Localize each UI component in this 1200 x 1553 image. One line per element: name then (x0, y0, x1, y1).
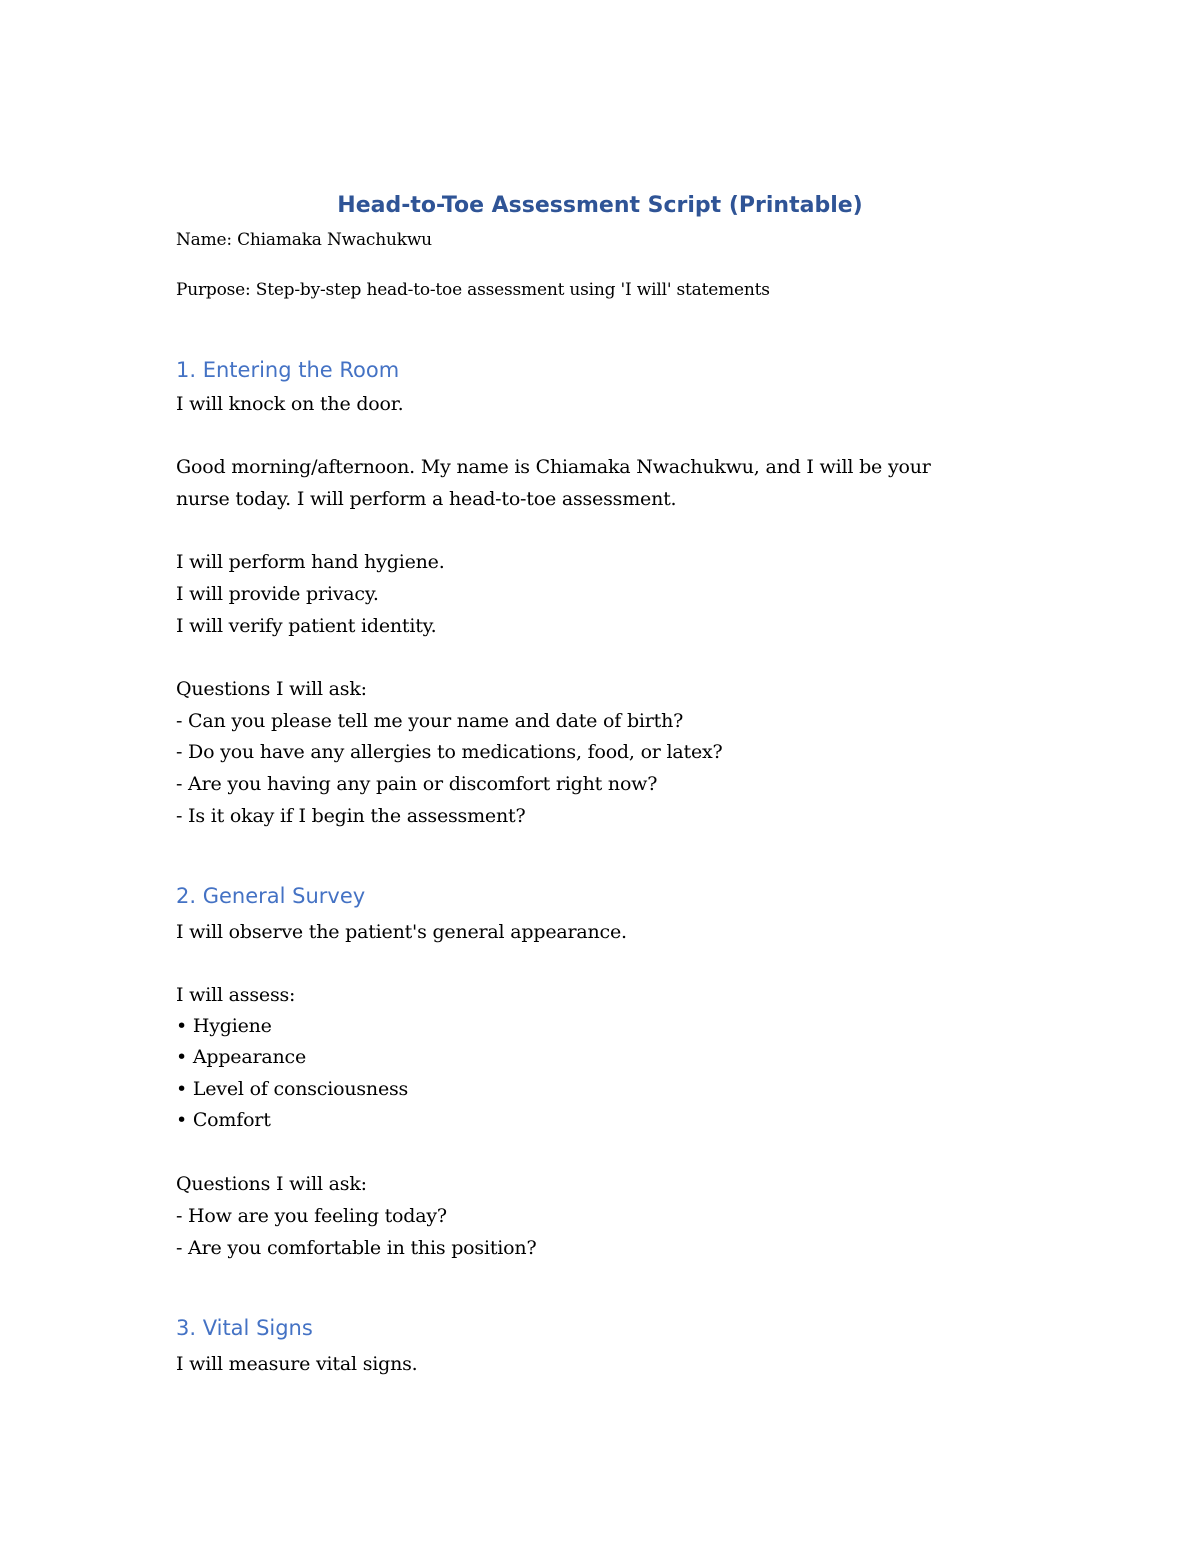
list-item: - Are you having any pain or discomfort right now? (176, 773, 658, 795)
text-line: I will measure vital signs. (176, 1353, 418, 1375)
bullet-item: • Hygiene (176, 1015, 272, 1037)
bullet-item: • Level of consciousness (176, 1078, 409, 1100)
section-heading-entering-room: 1. Entering the Room (176, 358, 400, 382)
text-line: Questions I will ask: (176, 678, 367, 700)
bullet-item: • Comfort (176, 1109, 271, 1131)
text-line: I will knock on the door. (176, 393, 404, 415)
text-line: I will assess: (176, 984, 296, 1006)
list-item: - Is it okay if I begin the assessment? (176, 805, 526, 827)
text-line: nurse today. I will perform a head-to-toe assessment. (176, 488, 677, 510)
section-heading-general-survey: 2. General Survey (176, 884, 366, 908)
list-item: - Are you comfortable in this position? (176, 1237, 537, 1259)
text-line: I will provide privacy. (176, 583, 379, 605)
list-item: - How are you feeling today? (176, 1205, 447, 1227)
text-line: I will verify patient identity. (176, 615, 437, 637)
purpose-line: Purpose: Step-by-step head-to-toe assessment using 'I will' statements (176, 280, 770, 300)
text-line: Good morning/afternoon. My name is Chiamaka Nwachukwu, and I will be your (176, 456, 931, 478)
text-line: I will perform hand hygiene. (176, 551, 445, 573)
list-item: - Do you have any allergies to medications, food, or latex? (176, 741, 723, 763)
text-line: Questions I will ask: (176, 1173, 367, 1195)
page-title: Head-to-Toe Assessment Script (Printable) (337, 193, 863, 218)
list-item: - Can you please tell me your name and date of birth? (176, 710, 684, 732)
text-line: I will observe the patient's general appearance. (176, 921, 627, 943)
section-heading-vital-signs: 3. Vital Signs (176, 1316, 313, 1340)
name-line: Name: Chiamaka Nwachukwu (176, 230, 432, 250)
bullet-item: • Appearance (176, 1046, 306, 1068)
